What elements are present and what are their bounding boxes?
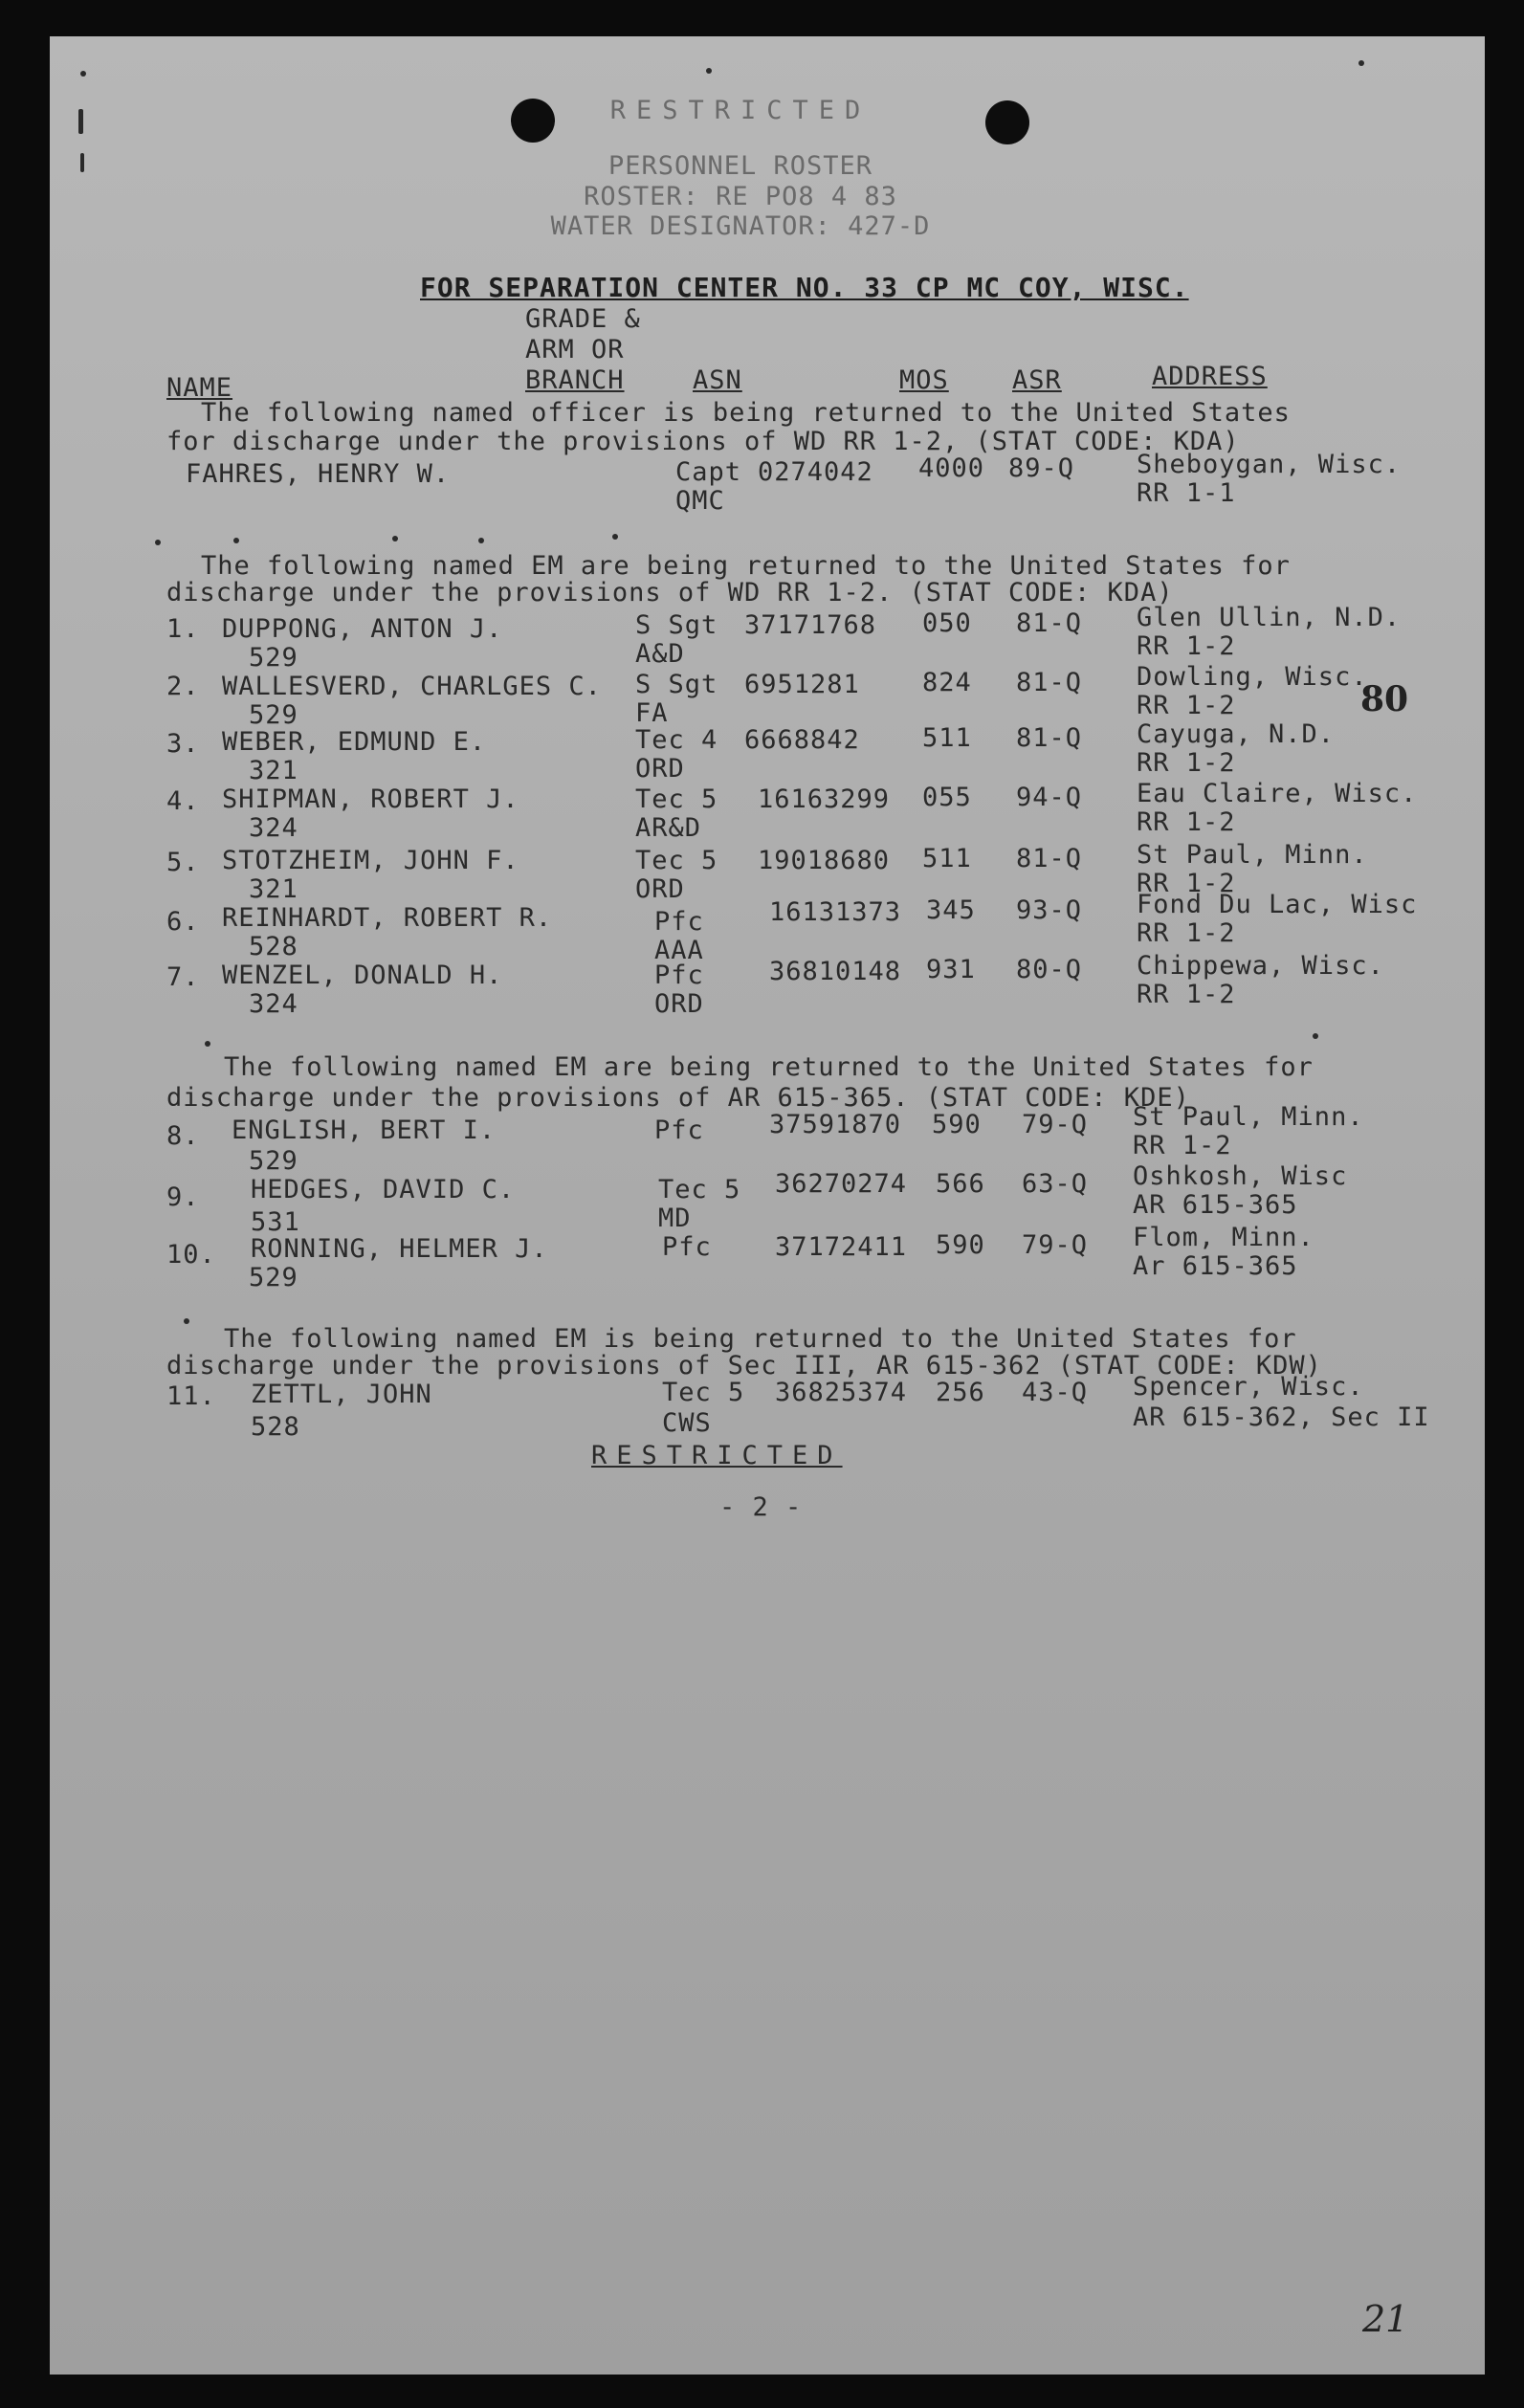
section-intro: discharge under the provisions of WD RR 1-2. (STAT CODE: KDA) — [166, 578, 1174, 608]
destination-line: FOR SEPARATION CENTER NO. 33 CP MC COY, WISC. — [420, 272, 1189, 303]
roster-name: REINHARDT, ROBERT R. — [222, 903, 553, 933]
roster-branch: MD — [658, 1204, 692, 1233]
column-grade-line-2: ARM OR — [525, 335, 625, 365]
roster-grade: Tec 5 — [635, 846, 718, 875]
roster-branch: FA — [635, 698, 669, 728]
roster-address: Eau Claire, Wisc. — [1137, 779, 1418, 808]
roster-authority: RR 1-2 — [1137, 748, 1236, 778]
roster-mos: 345 — [926, 895, 976, 925]
speck — [184, 1318, 189, 1324]
roster-authority: Ar 615-365 — [1133, 1251, 1298, 1281]
roster-code: 321 — [249, 756, 298, 785]
roster-address: St Paul, Minn. — [1137, 840, 1368, 870]
roster-code: 528 — [249, 932, 298, 961]
roster-mos: 931 — [926, 955, 976, 984]
roster-name: WENZEL, DONALD H. — [222, 961, 503, 990]
document-page — [50, 36, 1485, 2375]
roster-asn: 36825374 — [775, 1378, 908, 1407]
roster-number: 4. — [166, 786, 200, 816]
roster-mos: 4000 — [918, 453, 985, 483]
handwritten-number: 21 — [1362, 2298, 1409, 2340]
roster-mos: 055 — [922, 783, 972, 812]
roster-number: 2. — [166, 672, 200, 701]
roster-code: 531 — [251, 1207, 300, 1237]
roster-number: 11. — [166, 1381, 216, 1411]
roster-grade: Tec 5 — [658, 1175, 741, 1204]
roster-name: FAHRES, HENRY W. — [186, 459, 451, 489]
roster-asr: 94-Q — [1016, 783, 1083, 812]
roster-authority: RR 1-1 — [1137, 478, 1236, 508]
section-intro: The following named EM are being returned to the United States for — [224, 1052, 1314, 1082]
roster-mos: 566 — [936, 1169, 985, 1199]
roster-mos: 824 — [922, 668, 972, 697]
roster-grade: Tec 4 — [635, 725, 718, 755]
column-name: NAME — [166, 373, 233, 403]
roster-address: Spencer, Wisc. — [1133, 1372, 1364, 1402]
roster-authority: AR 615-365 — [1133, 1190, 1298, 1220]
roster-branch: ORD — [654, 989, 704, 1019]
roster-branch: ORD — [635, 874, 685, 904]
roster-number: 10. — [166, 1240, 216, 1270]
speck — [612, 534, 618, 540]
roster-mos: 590 — [936, 1230, 985, 1260]
roster-asn: 37171768 — [744, 610, 877, 640]
roster-authority: RR 1-2 — [1133, 1131, 1232, 1160]
roster-number: 3. — [166, 729, 200, 759]
roster-code: 528 — [251, 1412, 300, 1442]
water-designator: WATER DESIGNATOR: 427-D — [550, 211, 931, 241]
roster-grade: S Sgt — [635, 610, 718, 640]
speck — [706, 68, 712, 74]
roster-branch: AAA — [654, 936, 704, 965]
section-intro: discharge under the provisions of AR 615-365. (STAT CODE: KDE) — [166, 1083, 1190, 1113]
roster-authority: RR 1-2 — [1137, 869, 1236, 898]
roster-asr: 79-Q — [1022, 1110, 1089, 1139]
roster-code: 324 — [249, 813, 298, 843]
roster-name: STOTZHEIM, JOHN F. — [222, 846, 519, 875]
roster-authority: RR 1-2 — [1137, 918, 1236, 948]
roster-name: SHIPMAN, ROBERT J. — [222, 784, 519, 814]
roster-grade: Pfc — [654, 961, 704, 990]
roster-mos: 511 — [922, 723, 972, 753]
roster-mos: 511 — [922, 844, 972, 873]
roster-grade: Pfc — [654, 1116, 704, 1145]
roster-mos: 590 — [932, 1110, 982, 1139]
roster-asr: 43-Q — [1022, 1378, 1089, 1407]
column-grade-line-3: BRANCH — [525, 365, 625, 395]
roster-asn: 36270274 — [775, 1169, 908, 1199]
speck — [78, 109, 83, 134]
speck — [392, 536, 398, 541]
roster-asn: 36810148 — [769, 957, 902, 986]
section-intro: for discharge under the provisions of WD RR 1-2, (STAT CODE: KDA) — [166, 427, 1240, 456]
column-grade-line-1: GRADE & — [525, 304, 641, 334]
classification-header: RESTRICTED — [609, 96, 872, 125]
roster-grade: Tec 5 — [662, 1378, 745, 1407]
column-mos: MOS — [899, 365, 949, 395]
column-address: ADDRESS — [1152, 362, 1268, 391]
roster-branch: AR&D — [635, 813, 702, 843]
column-asn: ASN — [693, 365, 742, 395]
roster-name: HEDGES, DAVID C. — [251, 1175, 516, 1204]
roster-asr: 80-Q — [1016, 955, 1083, 984]
roster-asn: 16131373 — [769, 897, 902, 927]
roster-branch: A&D — [635, 639, 685, 669]
roster-name: DUPPONG, ANTON J. — [222, 614, 503, 644]
roster-grade: Tec 5 — [635, 784, 718, 814]
roster-asn: 16163299 — [758, 784, 891, 814]
roster-code: 529 — [249, 1146, 298, 1176]
roster-grade: Pfc — [662, 1232, 712, 1262]
roster-name: WALLESVERD, CHARLGES C. — [222, 672, 602, 701]
roster-mos: 050 — [922, 608, 972, 638]
roster-address: Chippewa, Wisc. — [1137, 951, 1384, 981]
roster-asr: 81-Q — [1016, 844, 1083, 873]
roster-branch: ORD — [635, 754, 685, 784]
roster-number: 8. — [166, 1121, 200, 1151]
roster-address: Fond Du Lac, Wisc — [1137, 890, 1418, 919]
roster-asr: 93-Q — [1016, 895, 1083, 925]
roster-code: 324 — [249, 989, 298, 1019]
roster-mos: 256 — [936, 1378, 985, 1407]
roster-code: 529 — [249, 1263, 298, 1292]
roster-asn: 19018680 — [758, 846, 891, 875]
roster-number: 1. — [166, 614, 200, 644]
roster-title: PERSONNEL ROSTER — [607, 151, 873, 181]
speck — [1313, 1033, 1318, 1039]
roster-number: ROSTER: RE PO8 4 83 — [584, 182, 897, 211]
roster-number: 6. — [166, 907, 200, 937]
roster-branch: CWS — [662, 1408, 712, 1438]
roster-asr: 81-Q — [1016, 608, 1083, 638]
roster-address: Glen Ullin, N.D. — [1137, 603, 1402, 632]
roster-grade: Pfc — [654, 907, 704, 937]
punch-hole — [985, 100, 1029, 144]
roster-number: 5. — [166, 848, 200, 877]
roster-address: Oshkosh, Wisc — [1133, 1161, 1348, 1191]
roster-branch: QMC — [675, 486, 725, 516]
section-intro: The following named officer is being returned to the United States — [201, 398, 1291, 428]
roster-asr: 79-Q — [1022, 1230, 1089, 1260]
section-intro: The following named EM are being returned to the United States for — [201, 551, 1291, 581]
roster-name: ZETTL, JOHN — [251, 1380, 432, 1409]
stamped-number: 80 — [1360, 679, 1409, 719]
roster-code: 321 — [249, 874, 298, 904]
page-number: - 2 - — [719, 1492, 803, 1522]
roster-number: 7. — [166, 962, 200, 992]
roster-authority: AR 615-362, Sec II — [1133, 1403, 1430, 1432]
roster-authority: RR 1-2 — [1137, 631, 1236, 661]
roster-grade: S Sgt — [635, 670, 718, 699]
roster-number: 9. — [166, 1182, 200, 1212]
speck — [478, 538, 484, 543]
roster-name: RONNING, HELMER J. — [251, 1234, 548, 1264]
roster-asr: 63-Q — [1022, 1169, 1089, 1199]
roster-address: St Paul, Minn. — [1133, 1102, 1364, 1132]
roster-code: 529 — [249, 643, 298, 673]
speck — [155, 540, 161, 545]
roster-authority: RR 1-2 — [1137, 807, 1236, 837]
speck — [233, 538, 239, 543]
roster-address: Cayuga, N.D. — [1137, 719, 1336, 749]
speck — [1358, 60, 1364, 66]
roster-address: Sheboygan, Wisc. — [1137, 450, 1402, 479]
roster-asr: 81-Q — [1016, 723, 1083, 753]
roster-asn: 6951281 — [744, 670, 860, 699]
roster-name: ENGLISH, BERT I. — [232, 1116, 497, 1145]
roster-asn: 6668842 — [744, 725, 860, 755]
speck — [80, 71, 86, 77]
roster-asr: 81-Q — [1016, 668, 1083, 697]
roster-address: Dowling, Wisc. — [1137, 662, 1368, 692]
roster-asr: 89-Q — [1008, 453, 1075, 483]
roster-code: 529 — [249, 700, 298, 730]
classification-footer: RESTRICTED — [591, 1441, 843, 1470]
roster-asn: 37172411 — [775, 1232, 908, 1262]
roster-authority: RR 1-2 — [1137, 980, 1236, 1009]
speck — [205, 1041, 210, 1047]
roster-grade: Capt — [675, 457, 742, 487]
roster-address: Flom, Minn. — [1133, 1223, 1314, 1252]
roster-authority: RR 1-2 — [1137, 691, 1236, 720]
speck — [80, 153, 84, 172]
section-intro: The following named EM is being returned to the United States for — [224, 1324, 1297, 1354]
column-asr: ASR — [1012, 365, 1062, 395]
roster-name: WEBER, EDMUND E. — [222, 727, 487, 757]
roster-asn: 37591870 — [769, 1110, 902, 1139]
roster-asn: 0274042 — [758, 457, 873, 487]
section-intro: discharge under the provisions of Sec III, AR 615-362 (STAT CODE: KDW) — [166, 1351, 1322, 1381]
punch-hole — [511, 99, 555, 143]
